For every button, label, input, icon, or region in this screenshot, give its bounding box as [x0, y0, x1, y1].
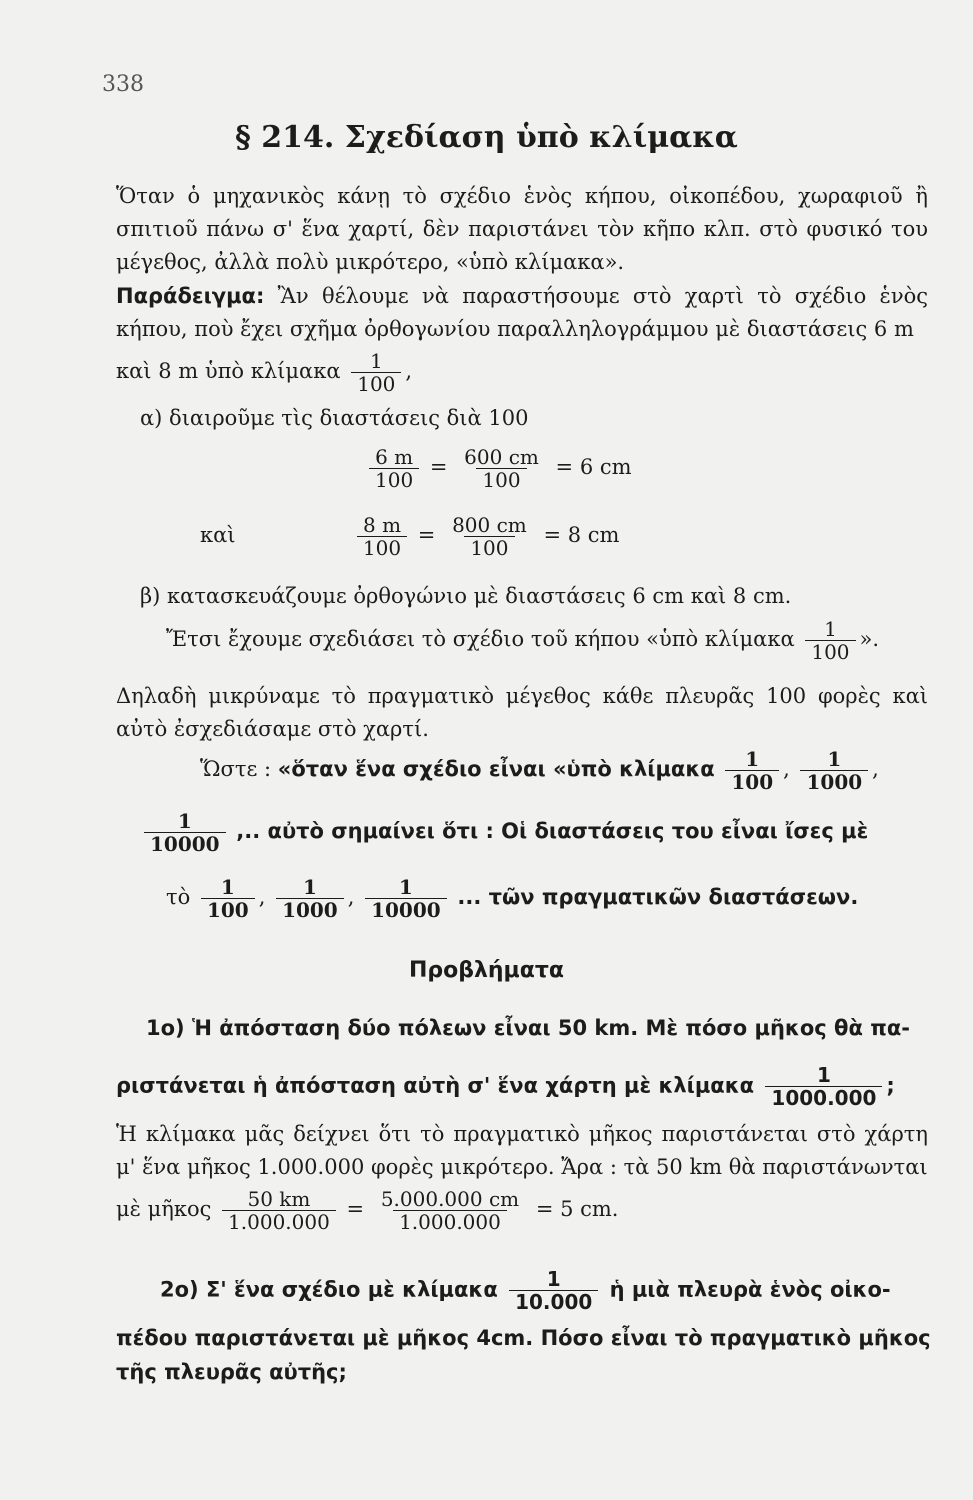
- calc-result: = 5 cm.: [535, 1197, 619, 1221]
- problem1-end: ;: [886, 1073, 895, 1098]
- problem2-frac-num: 1: [546, 1267, 561, 1291]
- equation-1: $\frac{6 m}{100}$ = $\frac{600 cm}{100}$ = 6 cm: [365, 446, 632, 491]
- problem2-line-1: [160, 1268, 891, 1313]
- rule-line-2: [140, 810, 868, 855]
- rule-frac-3: [144, 810, 226, 855]
- example-scale-line: καὶ 8 m ὑπὸ κλίμακα $\frac{1}{100}$ ,: [116, 349, 413, 396]
- step-b: β) κατασκευάζουμε ὀρθογώνιο μὲ διαστάσεις 6 cm καὶ 8 cm.: [140, 584, 792, 608]
- rule-frac-5-den: 1000: [276, 898, 344, 921]
- rule-prefix: Ὥστε :: [200, 757, 272, 781]
- eq1-den-2: 100: [476, 468, 526, 491]
- rule-frac-3-den: 10000: [144, 832, 226, 855]
- result-den: 100: [805, 640, 855, 663]
- eq2-result: = 8 cm: [543, 523, 620, 547]
- eq2-den-1: 100: [357, 536, 407, 559]
- result-fraction: [805, 618, 855, 663]
- rule-frac-1-num: 1: [745, 747, 760, 771]
- scale-numerator: 1: [369, 349, 383, 373]
- problem1-text-2: ριστάνεται ἡ ἀπόσταση αὐτὴ σ' ἕνα χάρτη μὲ κλίμακα: [116, 1073, 755, 1098]
- calc-frac-1: [222, 1188, 336, 1233]
- rule-frac-6: [365, 876, 447, 921]
- result-text: Ἔτσι ἔχουμε σχεδιάσει τὸ σχέδιο τοῦ κήπου «ὑπὸ κλίμακα: [166, 627, 795, 651]
- eq2-num-2: 800 cm: [452, 513, 527, 537]
- problem2-text-1: 2ο) Σ' ἕνα σχέδιο μὲ κλίμακα: [160, 1277, 498, 1302]
- problem2-line-3: τῆς πλευρᾶς αὐτῆς;: [116, 1360, 347, 1384]
- scale-denominator: 100: [351, 372, 401, 395]
- eq1-den-1: 100: [369, 468, 419, 491]
- calc-den-1: 1.000.000: [222, 1210, 336, 1233]
- rule-frac-3-num: 1: [177, 809, 192, 833]
- rule-frac-6-den: 10000: [365, 898, 447, 921]
- rule-frac-4-num: 1: [220, 875, 235, 899]
- scale-fraction: [351, 350, 401, 395]
- rule-text-2: ,.. αὐτὸ σημαίνει ὅτι : Οἱ διαστάσεις του εἶναι ἴσες μὲ: [236, 819, 869, 843]
- rule-to: τὸ: [166, 885, 191, 909]
- eq2-num-1: 8 m: [362, 513, 402, 537]
- eq1-num-2: 600 cm: [464, 445, 539, 469]
- section-title: § 214. Σχεδίαση ὑπὸ κλίμακα: [235, 120, 738, 155]
- example-text-2: καὶ 8 m ὑπὸ κλίμακα: [116, 359, 341, 383]
- problem1-fraction: [765, 1064, 882, 1109]
- intro-paragraph: Ὅταν ὁ μηχανικὸς κάνῃ τὸ σχέδιο ἑνὸς κήπου, οἰκοπέδου, χωραφιοῦ ἢ σπιτιοῦ πάνω σ' ἕνα χαρτί, δὲν παριστάνει τὸν κῆπο κλπ. στὸ φυσικό του μέγεθος, ἀλλὰ πολὺ μικρότερο, «ὑπὸ κλίμακα».: [116, 184, 928, 274]
- example-paragraph: [116, 280, 928, 346]
- rule-frac-5-num: 1: [302, 875, 317, 899]
- rule-frac-1: [725, 748, 779, 793]
- page-number: 338: [102, 72, 144, 97]
- eq2-prefix: καὶ: [200, 523, 236, 547]
- problem1-frac-den: 1000.000: [765, 1086, 882, 1109]
- eq2-frac-1: [357, 514, 407, 559]
- result-end: ».: [859, 627, 880, 651]
- eq1-num-1: 6 m: [375, 445, 414, 469]
- example-label: Παράδειγμα:: [116, 284, 265, 308]
- problem1-line-2: [116, 1064, 895, 1109]
- calc-num-2: 5.000.000 cm: [380, 1187, 520, 1211]
- rule-line-1: Ὥστε : «ὅταν ἕνα σχέδιο εἶναι «ὑπὸ κλίμακα $\frac{1}{100}$ , $\frac{1}{1000}$ ,: [200, 747, 879, 794]
- equation-2: καὶ $\frac{8 m}{100}$ = $\frac{800 cm}{100}$ = 8 cm: [200, 513, 620, 560]
- problem1-frac-num: 1: [816, 1063, 831, 1087]
- problem1-line-1: 1ο) Ἡ ἀπόσταση δύο πόλεων εἶναι 50 km. Μὲ πόσο μῆκος θὰ πα-: [146, 1016, 910, 1040]
- problem2-text-2: ἡ μιὰ πλευρὰ ἑνὸς οἰκο-: [609, 1277, 891, 1302]
- eq2-frac-2: [446, 514, 533, 559]
- rule-frac-1-den: 100: [725, 770, 779, 793]
- eq1-result: = 6 cm: [555, 455, 632, 479]
- problem2-fraction: [509, 1268, 598, 1313]
- eq1-frac-1: [369, 446, 419, 491]
- result-num: 1: [824, 617, 837, 641]
- result-line: [166, 618, 879, 663]
- problem2-line-2: πέδου παριστάνεται μὲ μῆκος 4cm. Πόσο εἶναι τὸ πραγματικὸ μῆκος: [116, 1326, 931, 1350]
- problem2-frac-den: 10.000: [509, 1290, 598, 1313]
- explain-paragraph: Δηλαδὴ μικρύναμε τὸ πραγματικὸ μέγεθος κάθε πλευρᾶς 100 φορὲς καὶ αὐτὸ ἐσχεδιάσαμε στὸ χαρτί.: [116, 684, 928, 741]
- rule-frac-4: [201, 876, 255, 921]
- calc-den-2: 1.000.000: [393, 1210, 507, 1233]
- rule-frac-5: [276, 876, 344, 921]
- rule-frac-2-den: 1000: [800, 770, 868, 793]
- rule-text-3: ... τῶν πραγματικῶν διαστάσεων.: [457, 885, 859, 909]
- rule-text-1: «ὅταν ἕνα σχέδιο εἶναι «ὑπὸ κλίμακα: [277, 757, 715, 781]
- calc-prefix: μὲ μῆκος: [116, 1197, 212, 1221]
- rule-frac-2-num: 1: [827, 747, 842, 771]
- rule-line-3: τὸ $\frac{1}{100}$ , $\frac{1}{1000}$ , $\frac{1}{10000}$ ... τῶν πραγματικῶν διαστάσεων.: [166, 875, 859, 922]
- problem1-solution: Ἡ κλίμακα μᾶς δείχνει ὅτι τὸ πραγματικὸ μῆκος παριστάνεται στὸ χάρτη μ' ἕνα μῆκος 1.000.000 φορὲς μικρότερο. Ἄρα : τὰ 50 km θὰ παριστάνωνται: [116, 1122, 928, 1179]
- eq1-frac-2: [458, 446, 545, 491]
- eq2-den-2: 100: [464, 536, 514, 559]
- rule-frac-6-num: 1: [398, 875, 413, 899]
- problem1-calc: μὲ μῆκος $\frac{50 km}{1.000.000}$ = $\frac{5.000.000 cm}{1.000.000}$ = 5 cm.: [116, 1187, 619, 1234]
- rule-frac-2: [800, 748, 868, 793]
- problems-heading: Προβλήματα: [408, 958, 565, 983]
- step-a: α) διαιροῦμε τὶς διαστάσεις διὰ 100: [140, 406, 529, 430]
- calc-frac-2: [375, 1188, 525, 1233]
- example-text-1: Ἂν θέλουμε νὰ παραστήσουμε στὸ χαρτὶ τὸ σχέδιο ἑνὸς κήπου, ποὺ ἔχει σχῆμα ὀρθογωνίου παραλληλογράμμου μὲ διαστάσεις 6 m: [116, 284, 928, 341]
- rule-frac-4-den: 100: [201, 898, 255, 921]
- calc-num-1: 50 km: [247, 1187, 311, 1211]
